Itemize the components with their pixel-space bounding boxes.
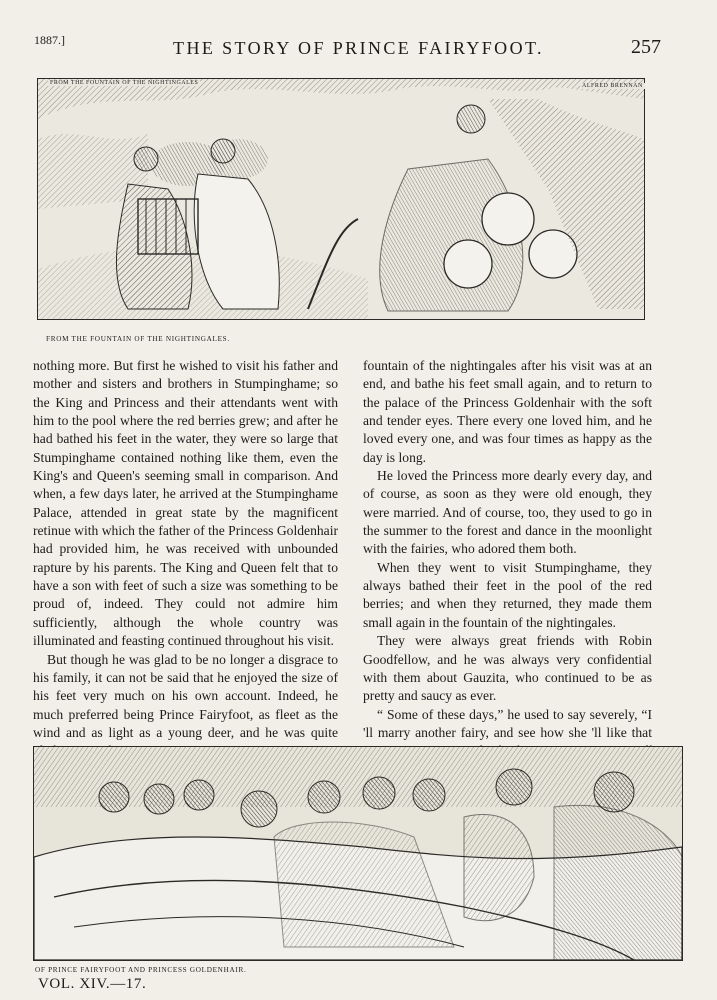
bottom-illustration [33,746,683,961]
paragraph: But though he was glad to be no longer a disgrace to his family, it can not be said that he enjoyed the size of his feet very much on his own account. Indeed, he much preferred being Prince Fairyfoot, as fleet as the wind and as light as a young deer, and he was quite [33,651,338,740]
paragraph: fountain of the nightingales after his visit was at an end, and bathe his feet small again, and to return to the palace of the Princess Goldenhair with the soft and tender eyes. There every one loved him, and he loved every one, and was four times as happy as the day is long. [363,358,652,465]
header-date: 1887.] [34,33,65,47]
page-number: 257 [631,36,661,58]
top-illustration-drawing [38,79,644,319]
top-illustration-caption: FROM THE FOUNTAIN OF THE NIGHTINGALES. [46,335,230,343]
paragraph: He loved the Princess more dearly every day, and of course, as soon as they were old enough, they were married. And of course, too, they used to go in the summer to the forest and dance in the moonlight with the fairies, who adored them both. [363,468,652,557]
bottom-illustration-drawing [34,747,682,960]
top-illustration [37,78,645,320]
paragraph: nothing more. But first he wished to visit his father and mother and sisters and brothers in Stumpinghame; so the King and Princess and their attendants went with him to the pool where the red berries grew; and after he had bathed his feet in the water, they were so large that Stumpinghame contained nothing like them, even the King's and Queen's seeming small in comparison. And when, a few days later, he arrived at the Stumpinghame Palace, attended in great state by the magnificent retinue with which the father of the Princess Goldenhair had provided him, he was received with unbounded rapture by his parents. The King and Queen felt that to have a son with feet of such a size was something to be proud of, indeed. They could not admire him sufficiently, although the whole country was illuminated and feasting continued throughout his visit. [33,358,339,649]
bottom-illustration-caption: OF PRINCE FAIRYFOOT AND PRINCESS GOLDENHAIR. [35,966,247,974]
paragraph: When they went to visit Stumpinghame, they always bathed their feet in the pool of the red berries; and when they returned, they made them small again in the fountain of the nightingales. [363,559,652,630]
paragraph: They were always great friends with Robin Goodfellow, and he was always very confidential with them about Gauzita, who continued to be as pretty and saucy as ever. [363,633,652,704]
illustration-corner-label: FROM THE FOUNTAIN OF THE NIGHTINGALES [50,80,199,86]
left-column [33,357,338,761]
quote-text: “ Some of these days,” he used to say severely, “I 'll marry another fairy, and see how she 'll like that [363,706,652,740]
running-title: THE STORY OF PRINCE FAIRYFOOT. [173,38,544,58]
volume-footer: VOL. XIV.—17. [38,976,147,992]
artist-signature: ALFRED BRENNAN [582,83,643,89]
right-column [363,357,652,799]
